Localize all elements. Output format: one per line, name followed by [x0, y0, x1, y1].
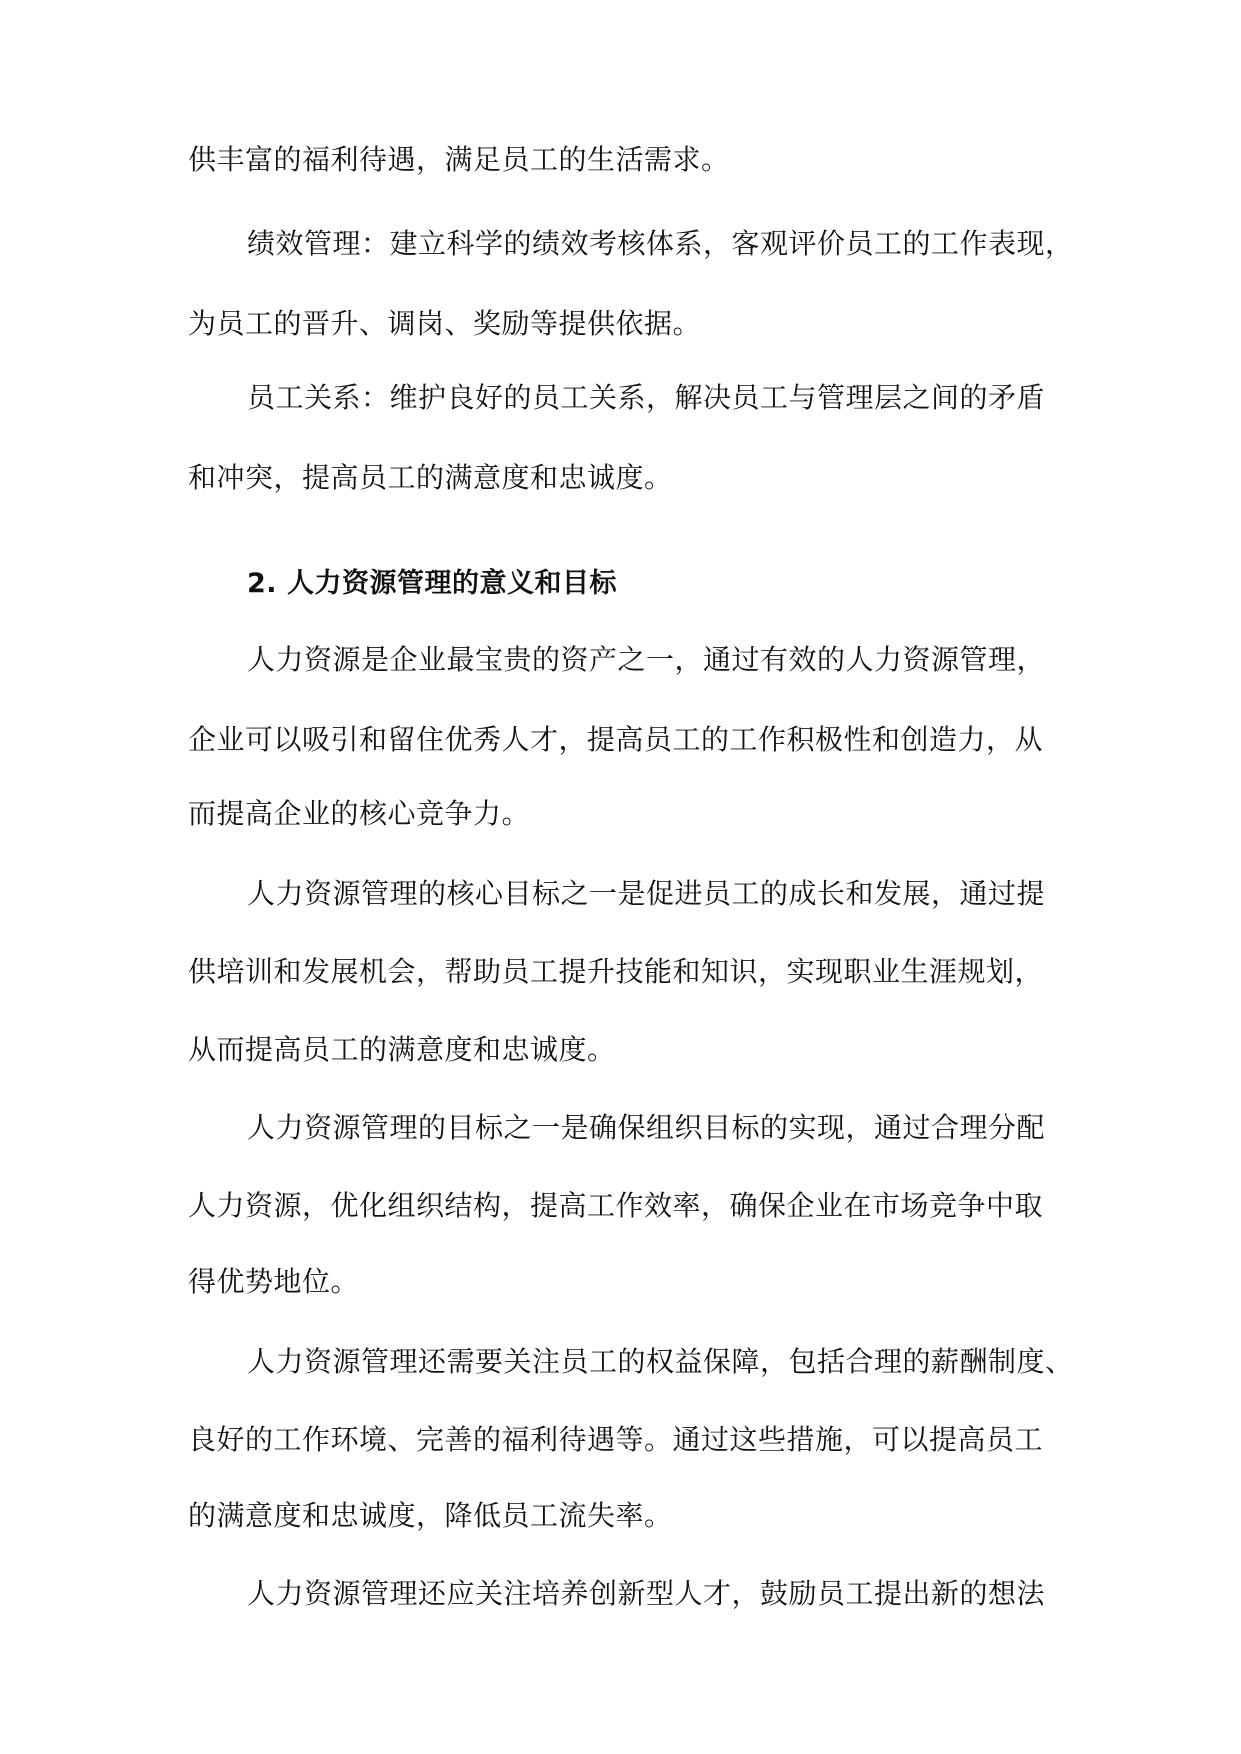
paragraph-line: 人力资源管理还应关注培养创新型人才，鼓励员工提出新的想法: [247, 1577, 1046, 1610]
paragraph-line: 人力资源管理的目标之一是确保组织目标的实现，通过合理分配: [247, 1111, 1046, 1144]
paragraph-line: 而提高企业的核心竞争力。: [188, 797, 531, 830]
paragraph-line: 人力资源管理还需要关注员工的权益保障，包括合理的薪酬制度、: [247, 1345, 1074, 1378]
paragraph-line: 人力资源，优化组织结构，提高工作效率，确保企业在市场竞争中取: [188, 1189, 1044, 1222]
paragraph-line: 供培训和发展机会，帮助员工提升技能和知识，实现职业生涯规划，: [188, 955, 1044, 988]
paragraph-line: 和冲突，提高员工的满意度和忠诚度。: [188, 461, 673, 494]
paragraph-line: 人力资源管理的核心目标之一是促进员工的成长和发展，通过提: [247, 877, 1046, 910]
section-heading: 2. 人力资源管理的意义和目标: [247, 568, 617, 599]
paragraph-line: 企业可以吸引和留住优秀人才，提高员工的工作积极性和创造力，从: [188, 723, 1044, 756]
paragraph-line: 为员工的晋升、调岗、奖励等提供依据。: [188, 307, 702, 340]
paragraph-line: 的满意度和忠诚度，降低员工流失率。: [188, 1499, 673, 1532]
paragraph-line: 人力资源是企业最宝贵的资产之一，通过有效的人力资源管理，: [247, 643, 1046, 676]
paragraph-line: 良好的工作环境、完善的福利待遇等。通过这些措施，可以提高员工: [188, 1423, 1044, 1456]
paragraph-line: 绩效管理：建立科学的绩效考核体系，客观评价员工的工作表现，: [247, 227, 1074, 260]
paragraph-line: 得优势地位。: [188, 1265, 360, 1298]
paragraph-line: 供丰富的福利待遇，满足员工的生活需求。: [188, 143, 730, 176]
paragraph-line: 从而提高员工的满意度和忠诚度。: [188, 1033, 616, 1066]
paragraph-line: 员工关系：维护良好的员工关系，解决员工与管理层之间的矛盾: [247, 381, 1046, 414]
